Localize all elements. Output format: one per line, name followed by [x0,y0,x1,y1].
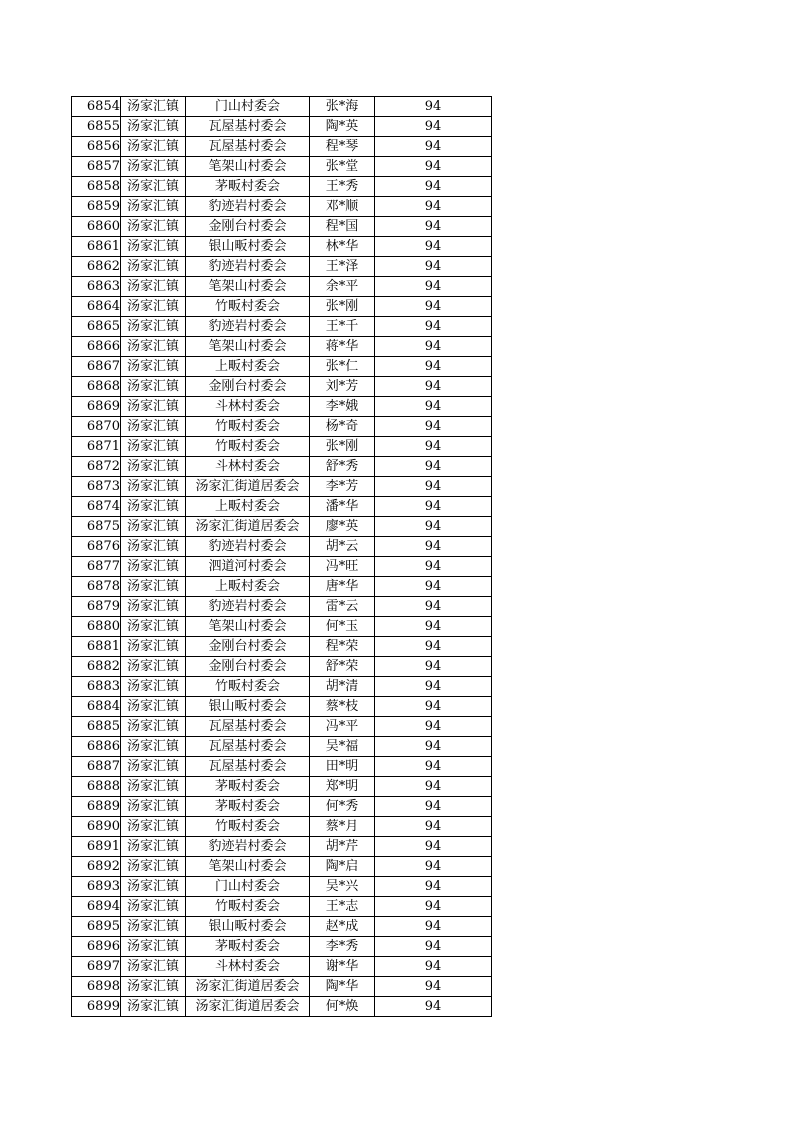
row-number-cell: 6855 [72,117,121,137]
person-name-cell: 邓*顺 [310,197,375,217]
table-row [72,877,492,897]
table-row [72,897,492,917]
table-row [72,737,492,757]
person-name-cell: 杨*奇 [310,417,375,437]
person-name-cell: 王*秀 [310,177,375,197]
row-number-cell: 6875 [72,517,121,537]
row-number-cell: 6863 [72,277,121,297]
village-committee-cell: 银山畈村委会 [186,697,310,717]
village-committee-cell: 竹畈村委会 [186,897,310,917]
person-name-cell: 郑*明 [310,777,375,797]
score-cell: 94 [375,737,492,757]
town-cell: 汤家汇镇 [121,757,186,777]
table-row [72,677,492,697]
row-number-cell: 6876 [72,537,121,557]
person-name-cell: 吴*兴 [310,877,375,897]
table-row [72,957,492,977]
person-name-cell: 吴*福 [310,737,375,757]
table-row [72,297,492,317]
village-committee-cell: 瓦屋基村委会 [186,757,310,777]
town-cell: 汤家汇镇 [121,677,186,697]
row-number-cell: 6887 [72,757,121,777]
person-name-cell: 谢*华 [310,957,375,977]
village-committee-cell: 笔架山村委会 [186,157,310,177]
person-name-cell: 陶*启 [310,857,375,877]
row-number-cell: 6881 [72,637,121,657]
row-number-cell: 6891 [72,837,121,857]
row-number-cell: 6869 [72,397,121,417]
table-row [72,197,492,217]
row-number-cell: 6880 [72,617,121,637]
town-cell: 汤家汇镇 [121,697,186,717]
village-committee-cell: 笔架山村委会 [186,857,310,877]
row-number-cell: 6899 [72,997,121,1017]
person-name-cell: 何*秀 [310,797,375,817]
row-number-cell: 6874 [72,497,121,517]
village-committee-cell: 瓦屋基村委会 [186,717,310,737]
town-cell: 汤家汇镇 [121,917,186,937]
table-row [72,397,492,417]
table-row [72,417,492,437]
score-cell: 94 [375,237,492,257]
town-cell: 汤家汇镇 [121,197,186,217]
score-cell: 94 [375,797,492,817]
row-number-cell: 6890 [72,817,121,837]
village-committee-cell: 斗林村委会 [186,957,310,977]
person-name-cell: 陶*英 [310,117,375,137]
village-committee-cell: 笔架山村委会 [186,337,310,357]
person-name-cell: 何*焕 [310,997,375,1017]
row-number-cell: 6870 [72,417,121,437]
roster-table-body [72,97,492,1017]
town-cell: 汤家汇镇 [121,257,186,277]
score-cell: 94 [375,377,492,397]
town-cell: 汤家汇镇 [121,597,186,617]
table-row [72,137,492,157]
row-number-cell: 6892 [72,857,121,877]
village-committee-cell: 上畈村委会 [186,497,310,517]
person-name-cell: 李*芳 [310,477,375,497]
person-name-cell: 赵*成 [310,917,375,937]
table-row [72,857,492,877]
person-name-cell: 李*秀 [310,937,375,957]
row-number-cell: 6862 [72,257,121,277]
town-cell: 汤家汇镇 [121,617,186,637]
row-number-cell: 6871 [72,437,121,457]
row-number-cell: 6897 [72,957,121,977]
town-cell: 汤家汇镇 [121,497,186,517]
table-row [72,337,492,357]
score-cell: 94 [375,277,492,297]
row-number-cell: 6877 [72,557,121,577]
row-number-cell: 6894 [72,897,121,917]
score-cell: 94 [375,497,492,517]
score-cell: 94 [375,417,492,437]
row-number-cell: 6867 [72,357,121,377]
row-number-cell: 6883 [72,677,121,697]
score-cell: 94 [375,837,492,857]
village-committee-cell: 银山畈村委会 [186,917,310,937]
table-row [72,217,492,237]
row-number-cell: 6868 [72,377,121,397]
table-row [72,977,492,997]
town-cell: 汤家汇镇 [121,897,186,917]
town-cell: 汤家汇镇 [121,937,186,957]
person-name-cell: 冯*平 [310,717,375,737]
table-row [72,657,492,677]
person-name-cell: 潘*华 [310,497,375,517]
person-name-cell: 胡*芹 [310,837,375,857]
village-committee-cell: 金刚台村委会 [186,377,310,397]
village-committee-cell: 金刚台村委会 [186,657,310,677]
table-row [72,817,492,837]
person-name-cell: 林*华 [310,237,375,257]
town-cell: 汤家汇镇 [121,97,186,117]
score-cell: 94 [375,657,492,677]
person-name-cell: 胡*云 [310,537,375,557]
village-committee-cell: 上畈村委会 [186,577,310,597]
village-committee-cell: 豹迹岩村委会 [186,837,310,857]
score-cell: 94 [375,557,492,577]
table-row [72,257,492,277]
town-cell: 汤家汇镇 [121,777,186,797]
table-row [72,837,492,857]
person-name-cell: 张*海 [310,97,375,117]
person-name-cell: 张*刚 [310,437,375,457]
row-number-cell: 6857 [72,157,121,177]
village-committee-cell: 金刚台村委会 [186,637,310,657]
score-cell: 94 [375,517,492,537]
village-committee-cell: 银山畈村委会 [186,237,310,257]
score-cell: 94 [375,137,492,157]
score-cell: 94 [375,597,492,617]
village-committee-cell: 竹畈村委会 [186,437,310,457]
table-row [72,697,492,717]
town-cell: 汤家汇镇 [121,517,186,537]
row-number-cell: 6860 [72,217,121,237]
table-row [72,937,492,957]
table-row [72,577,492,597]
row-number-cell: 6865 [72,317,121,337]
village-committee-cell: 斗林村委会 [186,457,310,477]
person-name-cell: 蔡*枝 [310,697,375,717]
table-row [72,917,492,937]
score-cell: 94 [375,157,492,177]
score-cell: 94 [375,397,492,417]
table-row [72,617,492,637]
person-name-cell: 唐*华 [310,577,375,597]
village-committee-cell: 豹迹岩村委会 [186,257,310,277]
table-row [72,457,492,477]
table-row [72,637,492,657]
row-number-cell: 6858 [72,177,121,197]
score-cell: 94 [375,577,492,597]
town-cell: 汤家汇镇 [121,877,186,897]
town-cell: 汤家汇镇 [121,637,186,657]
person-name-cell: 程*国 [310,217,375,237]
roster-table [71,96,492,1017]
town-cell: 汤家汇镇 [121,857,186,877]
row-number-cell: 6895 [72,917,121,937]
score-cell: 94 [375,637,492,657]
score-cell: 94 [375,97,492,117]
person-name-cell: 王*千 [310,317,375,337]
score-cell: 94 [375,337,492,357]
village-committee-cell: 上畈村委会 [186,357,310,377]
person-name-cell: 何*玉 [310,617,375,637]
row-number-cell: 6885 [72,717,121,737]
person-name-cell: 廖*英 [310,517,375,537]
table-row [72,117,492,137]
score-cell: 94 [375,457,492,477]
person-name-cell: 冯*旺 [310,557,375,577]
village-committee-cell: 茅畈村委会 [186,777,310,797]
village-committee-cell: 泗道河村委会 [186,557,310,577]
score-cell: 94 [375,917,492,937]
row-number-cell: 6896 [72,937,121,957]
person-name-cell: 胡*清 [310,677,375,697]
score-cell: 94 [375,217,492,237]
table-row [72,537,492,557]
village-committee-cell: 豹迹岩村委会 [186,597,310,617]
score-cell: 94 [375,317,492,337]
person-name-cell: 王*志 [310,897,375,917]
town-cell: 汤家汇镇 [121,157,186,177]
table-row [72,437,492,457]
town-cell: 汤家汇镇 [121,817,186,837]
town-cell: 汤家汇镇 [121,317,186,337]
table-row [72,797,492,817]
village-committee-cell: 汤家汇街道居委会 [186,997,310,1017]
town-cell: 汤家汇镇 [121,717,186,737]
village-committee-cell: 竹畈村委会 [186,417,310,437]
person-name-cell: 蒋*华 [310,337,375,357]
score-cell: 94 [375,257,492,277]
village-committee-cell: 汤家汇街道居委会 [186,517,310,537]
person-name-cell: 张*堂 [310,157,375,177]
score-cell: 94 [375,477,492,497]
score-cell: 94 [375,877,492,897]
town-cell: 汤家汇镇 [121,417,186,437]
village-committee-cell: 竹畈村委会 [186,677,310,697]
table-row [72,177,492,197]
village-committee-cell: 斗林村委会 [186,397,310,417]
row-number-cell: 6893 [72,877,121,897]
person-name-cell: 张*刚 [310,297,375,317]
town-cell: 汤家汇镇 [121,277,186,297]
score-cell: 94 [375,777,492,797]
score-cell: 94 [375,857,492,877]
score-cell: 94 [375,717,492,737]
score-cell: 94 [375,357,492,377]
village-committee-cell: 门山村委会 [186,877,310,897]
town-cell: 汤家汇镇 [121,217,186,237]
row-number-cell: 6873 [72,477,121,497]
town-cell: 汤家汇镇 [121,357,186,377]
village-committee-cell: 茅畈村委会 [186,937,310,957]
row-number-cell: 6898 [72,977,121,997]
person-name-cell: 程*琴 [310,137,375,157]
town-cell: 汤家汇镇 [121,477,186,497]
table-row [72,377,492,397]
person-name-cell: 李*娥 [310,397,375,417]
person-name-cell: 陶*华 [310,977,375,997]
town-cell: 汤家汇镇 [121,337,186,357]
score-cell: 94 [375,437,492,457]
village-committee-cell: 笔架山村委会 [186,617,310,637]
table-row [72,157,492,177]
row-number-cell: 6882 [72,657,121,677]
town-cell: 汤家汇镇 [121,977,186,997]
person-name-cell: 刘*芳 [310,377,375,397]
row-number-cell: 6889 [72,797,121,817]
table-row [72,717,492,737]
table-row [72,277,492,297]
town-cell: 汤家汇镇 [121,657,186,677]
person-name-cell: 雷*云 [310,597,375,617]
row-number-cell: 6864 [72,297,121,317]
village-committee-cell: 竹畈村委会 [186,817,310,837]
score-cell: 94 [375,197,492,217]
row-number-cell: 6854 [72,97,121,117]
score-cell: 94 [375,677,492,697]
town-cell: 汤家汇镇 [121,737,186,757]
score-cell: 94 [375,937,492,957]
village-committee-cell: 瓦屋基村委会 [186,137,310,157]
row-number-cell: 6886 [72,737,121,757]
village-committee-cell: 瓦屋基村委会 [186,737,310,757]
town-cell: 汤家汇镇 [121,577,186,597]
village-committee-cell: 茅畈村委会 [186,797,310,817]
town-cell: 汤家汇镇 [121,397,186,417]
row-number-cell: 6856 [72,137,121,157]
table-row [72,997,492,1017]
score-cell: 94 [375,817,492,837]
row-number-cell: 6884 [72,697,121,717]
row-number-cell: 6888 [72,777,121,797]
town-cell: 汤家汇镇 [121,797,186,817]
table-row [72,357,492,377]
row-number-cell: 6872 [72,457,121,477]
table-row [72,517,492,537]
table-row [72,597,492,617]
table-row [72,497,492,517]
row-number-cell: 6861 [72,237,121,257]
row-number-cell: 6878 [72,577,121,597]
village-committee-cell: 豹迹岩村委会 [186,317,310,337]
village-committee-cell: 豹迹岩村委会 [186,537,310,557]
score-cell: 94 [375,697,492,717]
town-cell: 汤家汇镇 [121,137,186,157]
row-number-cell: 6859 [72,197,121,217]
row-number-cell: 6866 [72,337,121,357]
person-name-cell: 舒*秀 [310,457,375,477]
village-committee-cell: 金刚台村委会 [186,217,310,237]
person-name-cell: 舒*荣 [310,657,375,677]
row-number-cell: 6879 [72,597,121,617]
person-name-cell: 程*荣 [310,637,375,657]
town-cell: 汤家汇镇 [121,177,186,197]
village-committee-cell: 瓦屋基村委会 [186,117,310,137]
table-row [72,477,492,497]
score-cell: 94 [375,897,492,917]
village-committee-cell: 茅畈村委会 [186,177,310,197]
town-cell: 汤家汇镇 [121,957,186,977]
score-cell: 94 [375,957,492,977]
person-name-cell: 田*明 [310,757,375,777]
score-cell: 94 [375,537,492,557]
town-cell: 汤家汇镇 [121,997,186,1017]
score-cell: 94 [375,117,492,137]
table-row [72,237,492,257]
table-row [72,97,492,117]
town-cell: 汤家汇镇 [121,437,186,457]
village-committee-cell: 汤家汇街道居委会 [186,977,310,997]
person-name-cell: 余*平 [310,277,375,297]
village-committee-cell: 笔架山村委会 [186,277,310,297]
village-committee-cell: 门山村委会 [186,97,310,117]
score-cell: 94 [375,977,492,997]
person-name-cell: 张*仁 [310,357,375,377]
score-cell: 94 [375,757,492,777]
person-name-cell: 蔡*月 [310,817,375,837]
village-committee-cell: 竹畈村委会 [186,297,310,317]
town-cell: 汤家汇镇 [121,457,186,477]
table-row [72,757,492,777]
table-row [72,777,492,797]
town-cell: 汤家汇镇 [121,537,186,557]
town-cell: 汤家汇镇 [121,557,186,577]
person-name-cell: 王*泽 [310,257,375,277]
town-cell: 汤家汇镇 [121,237,186,257]
table-row [72,317,492,337]
town-cell: 汤家汇镇 [121,837,186,857]
village-committee-cell: 汤家汇街道居委会 [186,477,310,497]
town-cell: 汤家汇镇 [121,377,186,397]
score-cell: 94 [375,997,492,1017]
score-cell: 94 [375,617,492,637]
table-row [72,557,492,577]
town-cell: 汤家汇镇 [121,297,186,317]
town-cell: 汤家汇镇 [121,117,186,137]
village-committee-cell: 豹迹岩村委会 [186,197,310,217]
score-cell: 94 [375,177,492,197]
score-cell: 94 [375,297,492,317]
